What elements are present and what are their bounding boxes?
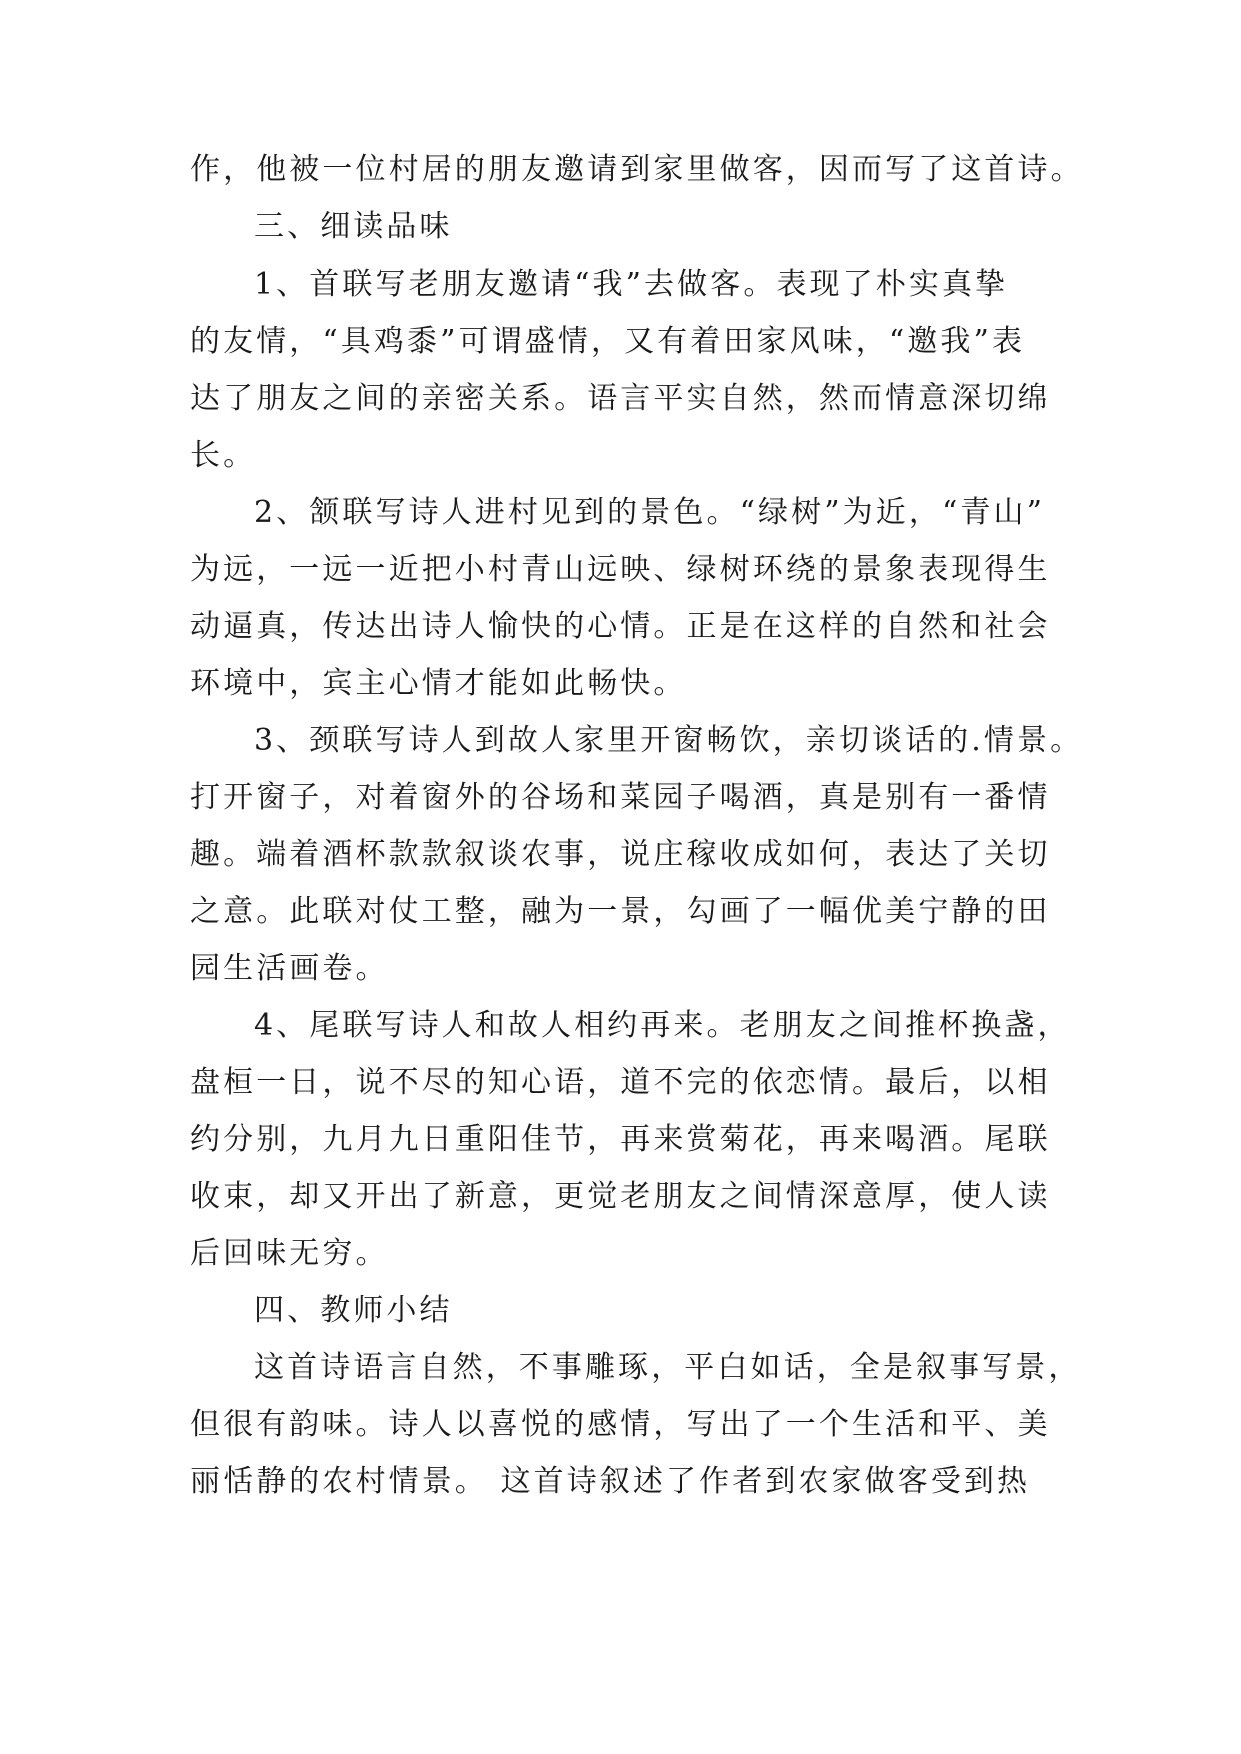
text-line: 后回味无穷。 [190,1236,389,1271]
text-line: 约分别，九月九日重阳佳节，再来赏菊花，再来喝酒。尾联 [190,1122,1051,1157]
text-line: 动逼真，传达出诗人愉快的心情。正是在这样的自然和社会 [190,609,1051,644]
text-line: 盘桓一日，说不尽的知心语，道不完的依恋情。最后，以相 [190,1065,1051,1100]
text-line: 趣。端着酒杯款款叙谈农事，说庄稼收成如何，表达了关切 [190,837,1051,872]
text-line: 的友情，“具鸡黍”可谓盛情，又有着田家风味，“邀我”表 [190,324,1026,359]
text-line: 1、首联写老朋友邀请“我”去做客。表现了朴实真挚 [254,267,1009,302]
text-line: 作，他被一位村居的朋友邀请到家里做客，因而写了这首诗。 [190,152,1084,187]
text-line: 收束，却又开出了新意，更觉老朋友之间情深意厚，使人读 [190,1179,1051,1214]
text-line: 长。 [190,438,257,473]
text-line: 这首诗语言自然，不事雕琢，平白如话，全是叙事写景， [254,1350,1082,1385]
text-line: 环境中，宾主心情才能如此畅快。 [190,666,687,701]
section-heading: 三、细读品味 [254,209,453,244]
text-line: 达了朋友之间的亲密关系。语言平实自然，然而情意深切绵 [190,381,1051,416]
text-line: 3、颈联写诗人到故人家里开窗畅饮，亲切谈话的.情景。 [254,723,1084,758]
text-line: 园生活画卷。 [190,951,389,986]
section-heading: 四、教师小结 [254,1293,453,1328]
text-line: 之意。此联对仗工整，融为一景，勾画了一幅优美宁静的田 [190,894,1051,929]
text-line: 但很有韵味。诗人以喜悦的感情，写出了一个生活和平、美 [190,1407,1051,1442]
text-line: 丽恬静的农村情景。 这首诗叙述了作者到农家做客受到热 [190,1464,1031,1499]
text-line: 为远，一远一近把小村青山远映、绿树环绕的景象表现得生 [190,552,1051,587]
text-line: 4、尾联写诗人和故人相约再来。老朋友之间推杯换盏， [254,1008,1071,1043]
text-line: 2、颔联写诗人进村见到的景色。“绿树”为近，“青山” [254,495,1046,530]
text-line: 打开窗子，对着窗外的谷场和菜园子喝酒，真是别有一番情 [190,780,1051,815]
